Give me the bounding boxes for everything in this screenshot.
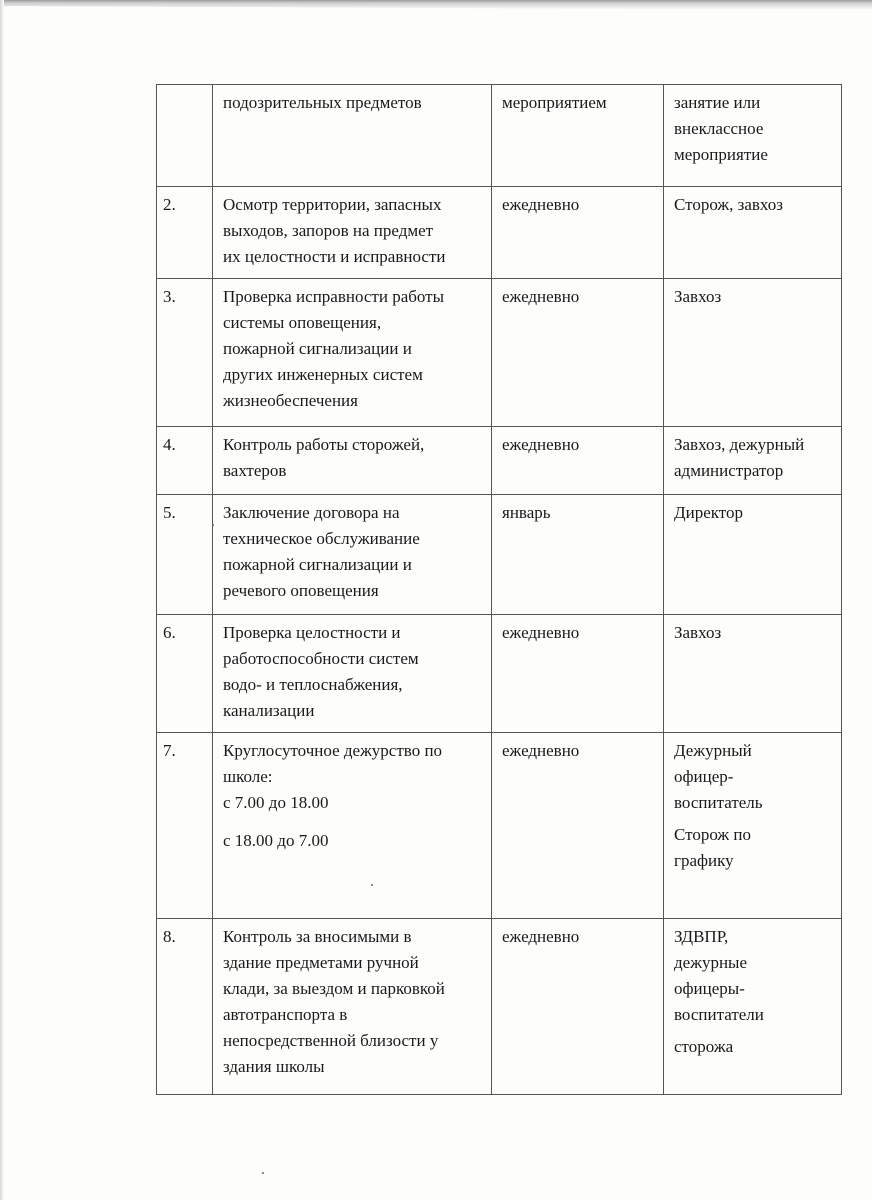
responsible-line: дежурные: [674, 953, 748, 972]
responsible-cell: [664, 85, 842, 187]
task-line: Заключение договора на: [223, 503, 400, 522]
blank-line: [223, 816, 487, 828]
row-number: 6.: [157, 615, 213, 733]
task-line: Контроль за вносимыми в: [223, 927, 412, 946]
task-line: пожарной сигнализации и: [223, 555, 412, 574]
task-line: здания школы: [223, 1057, 325, 1076]
responsible-cell: [664, 187, 842, 279]
task-line: других инженерных систем: [223, 365, 423, 384]
responsible-line: Сторож по: [674, 825, 751, 844]
task-cell: [213, 495, 492, 615]
period-cell: ежедневно: [492, 733, 664, 919]
task-cell: [213, 279, 492, 427]
period-cell: ежедневно: [492, 187, 664, 279]
responsible-line: ЗДВПР,: [674, 927, 729, 946]
task-line: Контроль работы сторожей,: [223, 435, 425, 454]
table-row: [157, 279, 842, 427]
responsible-cell: [664, 615, 842, 733]
task-cell: [213, 85, 492, 187]
task-line: пожарной сигнализации и: [223, 339, 412, 358]
task-line: подозрительных предметов: [223, 93, 422, 112]
table-row: [157, 733, 842, 919]
task-line: с 7.00 до 18.00: [223, 793, 329, 812]
table-row: [157, 615, 842, 733]
scan-top-edge: [0, 0, 872, 10]
task-cell: [213, 615, 492, 733]
task-line: автотранспорта в: [223, 1005, 348, 1024]
period-cell: ежедневно: [492, 279, 664, 427]
task-line: системы оповещения,: [223, 313, 382, 332]
table-row: [157, 919, 842, 1095]
period-cell: ежедневно: [492, 427, 664, 495]
responsible-line: офицер-: [674, 767, 734, 786]
responsible-line: графику: [674, 851, 734, 870]
period-cell: мероприятием: [492, 85, 664, 187]
task-line: жизнеобеспечения: [223, 391, 358, 410]
responsible-line: Завхоз, дежурный: [674, 435, 805, 454]
responsible-line: Директор: [674, 503, 743, 522]
responsible-line: воспитатели: [674, 1005, 764, 1024]
responsible-line: администратор: [674, 461, 784, 480]
task-line: школе:: [223, 767, 273, 786]
table-row: [157, 85, 842, 187]
responsible-cell: [664, 919, 842, 1095]
responsible-line: Дежурный: [674, 741, 752, 760]
task-line: непосредственной близости у: [223, 1031, 439, 1050]
responsible-line: мероприятие: [674, 145, 768, 164]
responsible-cell: [664, 733, 842, 919]
task-line: Круглосуточное дежурство по: [223, 741, 443, 760]
task-line: их целостности и исправности: [223, 247, 446, 266]
task-line: работоспособности систем: [223, 649, 419, 668]
row-number: [157, 85, 213, 187]
responsible-line: офицеры-: [674, 979, 745, 998]
scan-speck: [262, 1172, 264, 1174]
scan-left-edge: [0, 0, 4, 1200]
row-number: 3.: [157, 279, 213, 427]
responsible-line: Завхоз: [674, 287, 722, 306]
responsible-line: сторожа: [674, 1037, 734, 1056]
task-cell: [213, 427, 492, 495]
task-line: клади, за выездом и парковкой: [223, 979, 445, 998]
responsible-cell: [664, 427, 842, 495]
task-line: канализации: [223, 701, 315, 720]
scan-speck: [371, 884, 373, 886]
row-number: 8.: [157, 919, 213, 1095]
responsible-cell: [664, 495, 842, 615]
task-line: техническое обслуживание: [223, 529, 420, 548]
table-row: [157, 495, 842, 615]
responsible-line: Завхоз: [674, 623, 722, 642]
task-line: с 18.00 до 7.00: [223, 831, 329, 850]
security-schedule-table: [156, 84, 842, 1095]
task-line: Проверка исправности работы: [223, 287, 445, 306]
responsible-cell: [664, 279, 842, 427]
row-number: 5.: [157, 495, 213, 615]
period-cell: ежедневно: [492, 615, 664, 733]
task-cell: [213, 733, 492, 919]
period-cell: ежедневно: [492, 919, 664, 1095]
task-line: речевого оповещения: [223, 581, 379, 600]
responsible-line: воспитатель: [674, 793, 763, 812]
task-line: вахтеров: [223, 461, 287, 480]
row-number: 2.: [157, 187, 213, 279]
table-row: [157, 427, 842, 495]
scan-speck: [212, 524, 214, 526]
period-cell: январь: [492, 495, 664, 615]
row-number: 4.: [157, 427, 213, 495]
responsible-line: Сторож, завхоз: [674, 195, 783, 214]
task-line: водо- и теплоснабжения,: [223, 675, 403, 694]
task-cell: [213, 187, 492, 279]
task-line: здание предметами ручной: [223, 953, 419, 972]
row-number: 7.: [157, 733, 213, 919]
task-cell: [213, 919, 492, 1095]
task-line: выходов, запоров на предмет: [223, 221, 434, 240]
responsible-line: занятие или: [674, 93, 761, 112]
responsible-line: внеклассное: [674, 119, 764, 138]
task-line: Осмотр территории, запасных: [223, 195, 442, 214]
task-line: Проверка целостности и: [223, 623, 401, 642]
table-row: [157, 187, 842, 279]
